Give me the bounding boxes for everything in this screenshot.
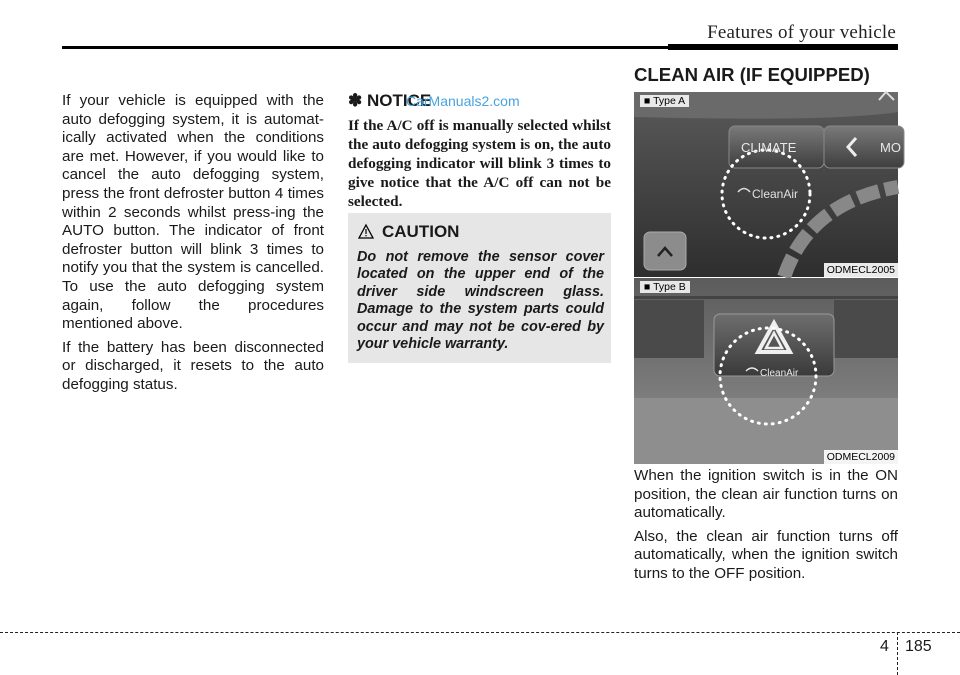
- climate-label: CLIMATE: [741, 140, 797, 155]
- mode-label: MO: [880, 140, 901, 155]
- page-number: 185: [905, 638, 932, 655]
- climate-panel-illustration: [634, 92, 901, 277]
- paragraph-clean-air-on: When the ignition switch is in the ON position, the clean air function turns on automatically.: [634, 467, 898, 522]
- figure-code-a: ODMECL2005: [824, 263, 898, 277]
- notice-heading: ✽ NOTICE: [348, 91, 432, 110]
- cleanair-label-a: CleanAir: [752, 187, 799, 201]
- header-title: Features of your vehicle: [707, 22, 896, 43]
- chapter-number: 4: [880, 638, 889, 655]
- figure-code-b: ODMECL2009: [824, 450, 898, 464]
- type-a-label: ■ Type A: [640, 95, 689, 107]
- paragraph-clean-air-off: Also, the clean air function turns off automatically, when the ignition switch turns to the OFF position.: [634, 527, 898, 582]
- watermark: CarManuals2.com: [406, 93, 520, 109]
- right-column: [634, 467, 898, 589]
- figure-type-a: [634, 92, 901, 277]
- warning-triangle-icon: [358, 224, 374, 244]
- notice-body: If the A/C off is manually selected whilst the auto defogging system is on, the auto defogging indicator will blink 3 times to give notice that the A/C off can not be selected.: [348, 117, 611, 210]
- paragraph-auto-defog: If your vehicle is equipped with the auto defogging system, it is automat-ically activated when the conditions are met. However, if you would like to cancel the auto defogging system, press the front defroster button 4 times within 2 seconds whilst press-ing the AUTO button. The indicator of front defroster button will blink 3 times to notify you that the system is cancelled. To use the auto defogging system again, follow the procedures mentioned above.: [62, 92, 324, 333]
- hazard-panel-illustration: [634, 278, 898, 464]
- header-rule-accent: [668, 44, 898, 50]
- left-column: [62, 92, 324, 400]
- type-b-label: ■ Type B: [640, 281, 690, 293]
- caution-heading: [358, 222, 459, 244]
- footer-divider: [897, 632, 898, 675]
- footer-rule: [0, 632, 960, 633]
- caution-body: Do not remove the sensor cover located on the upper end of the driver side windscreen glass. Damage to the system parts could occur and may not be cov-ered by your vehicle warranty.: [357, 249, 604, 353]
- figure-type-b: [634, 278, 898, 464]
- cleanair-label-b: CleanAir: [760, 368, 799, 379]
- caution-title: CAUTION: [382, 222, 460, 241]
- paragraph-battery-reset: If the battery has been disconnected or discharged, it resets to the auto defogging status.: [62, 338, 324, 393]
- section-title: CLEAN AIR (IF EQUIPPED): [634, 64, 870, 85]
